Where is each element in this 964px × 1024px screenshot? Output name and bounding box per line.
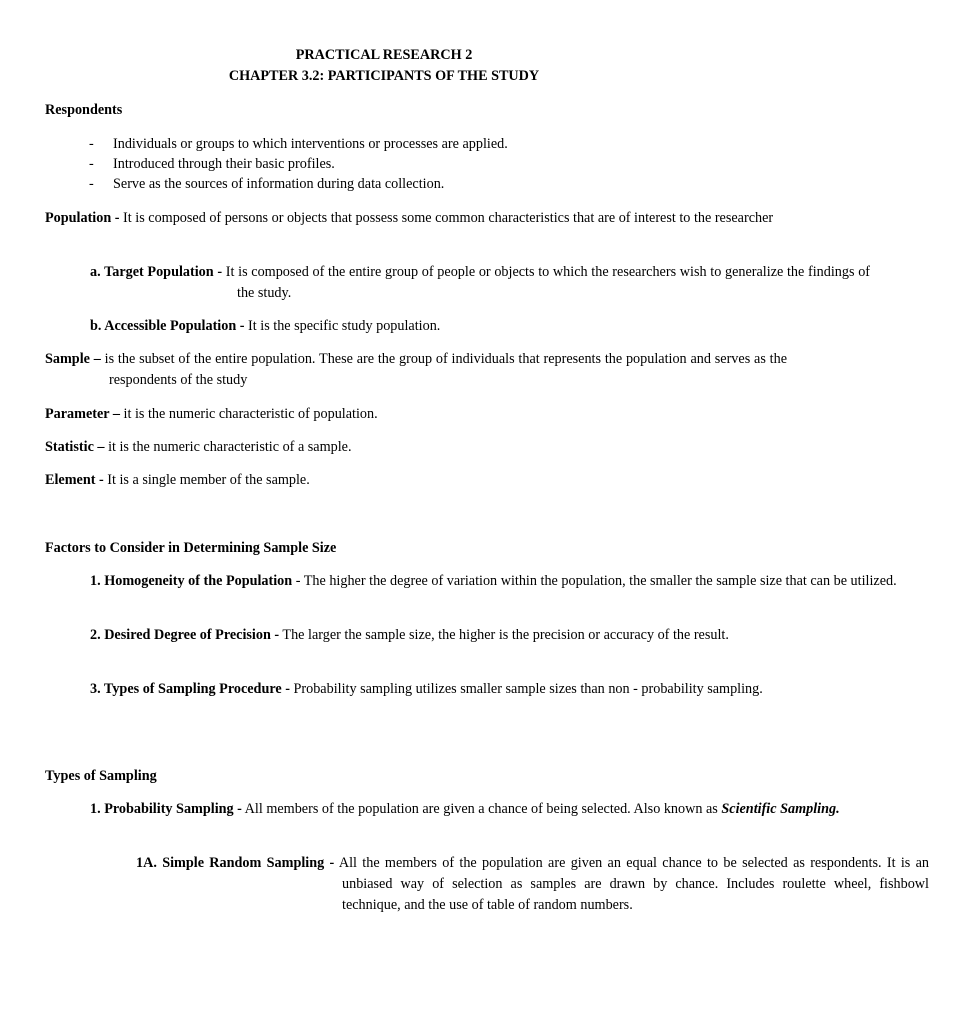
probability-sampling-text: All members of the population are given a chance of being selected. Also known as xyxy=(244,801,718,817)
accessible-population-text: It is the specific study population. xyxy=(248,318,441,334)
list-item-text: Introduced through their basic profiles. xyxy=(113,156,335,172)
sample-definition xyxy=(45,349,787,391)
scientific-sampling-emphasis: Scientific Sampling. xyxy=(721,801,840,817)
page-title: PRACTICAL RESEARCH 2 xyxy=(295,47,473,63)
simple-random-sampling-term: 1A. Simple Random Sampling - xyxy=(136,855,335,871)
list-item xyxy=(89,174,729,194)
factor-term: 1. Homogeneity of the Population xyxy=(90,573,293,589)
factor-term: 2. Desired Degree of Precision - xyxy=(90,627,280,643)
list-item xyxy=(89,134,729,154)
list-item-text: Individuals or groups to which interventions or processes are applied. xyxy=(113,136,508,152)
population-text: It is composed of persons or objects that possess some common characteristics that are of interest to the researcher xyxy=(123,210,774,226)
target-population-text: It is composed of the entire group of people or objects to which the researchers wish to generalize the findings of the study. xyxy=(225,264,871,301)
factor-precision xyxy=(90,625,926,646)
list-item-text: Serve as the sources of information during data collection. xyxy=(113,176,445,192)
population-definition xyxy=(45,208,806,229)
simple-random-sampling-definition xyxy=(136,853,929,916)
accessible-population-term: b. Accessible Population - xyxy=(90,318,245,334)
parameter-definition xyxy=(45,404,723,425)
sample-term: Sample – xyxy=(45,351,101,367)
probability-sampling-definition xyxy=(90,799,893,820)
sample-text: is the subset of the entire population. These are the group of individuals that represents the population and serves as the respondents of the study xyxy=(104,351,787,388)
simple-random-sampling-text: All the members of the population are given an equal chance to be selected as respondents. It is an unbiased way of selection as samples are drawn by chance. Includes roulette wheel, fishbowl technique, and the use of table of random numbers. xyxy=(338,855,930,913)
respondents-heading: Respondents xyxy=(45,102,123,118)
factor-text: - The higher the degree of variation within the population, the smaller the sample size that can be utilized. xyxy=(295,573,897,589)
factors-heading: Factors to Consider in Determining Sample Size xyxy=(45,540,337,556)
target-population-term: a. Target Population - xyxy=(90,264,223,280)
factor-sampling-procedure xyxy=(90,679,964,700)
probability-sampling-term: 1. Probability Sampling - xyxy=(90,801,242,817)
factor-term: 3. Types of Sampling Procedure - xyxy=(90,681,290,697)
element-text: It is a single member of the sample. xyxy=(107,472,310,488)
element-term: Element - xyxy=(45,472,104,488)
target-population-definition xyxy=(90,262,870,304)
factor-text: The larger the sample size, the higher is the precision or accuracy of the result. xyxy=(282,627,729,643)
statistic-text: it is the numeric characteristic of a sample. xyxy=(108,439,352,455)
factor-homogeneity xyxy=(90,571,949,592)
parameter-term: Parameter – xyxy=(45,406,120,422)
respondents-list xyxy=(89,134,729,194)
statistic-term: Statistic – xyxy=(45,439,105,455)
element-definition xyxy=(45,470,723,491)
bullet-dash: - xyxy=(89,136,94,152)
bullet-dash: - xyxy=(89,156,94,172)
statistic-definition xyxy=(45,437,723,458)
bullet-dash: - xyxy=(89,176,94,192)
factor-text: Probability sampling utilizes smaller sample sizes than non - probability sampling. xyxy=(293,681,763,697)
population-term: Population - xyxy=(45,210,120,226)
parameter-text: it is the numeric characteristic of population. xyxy=(123,406,378,422)
accessible-population-definition xyxy=(90,316,723,337)
list-item xyxy=(89,154,729,174)
chapter-title: CHAPTER 3.2: PARTICIPANTS OF THE STUDY xyxy=(228,68,540,84)
types-of-sampling-heading: Types of Sampling xyxy=(45,768,157,784)
